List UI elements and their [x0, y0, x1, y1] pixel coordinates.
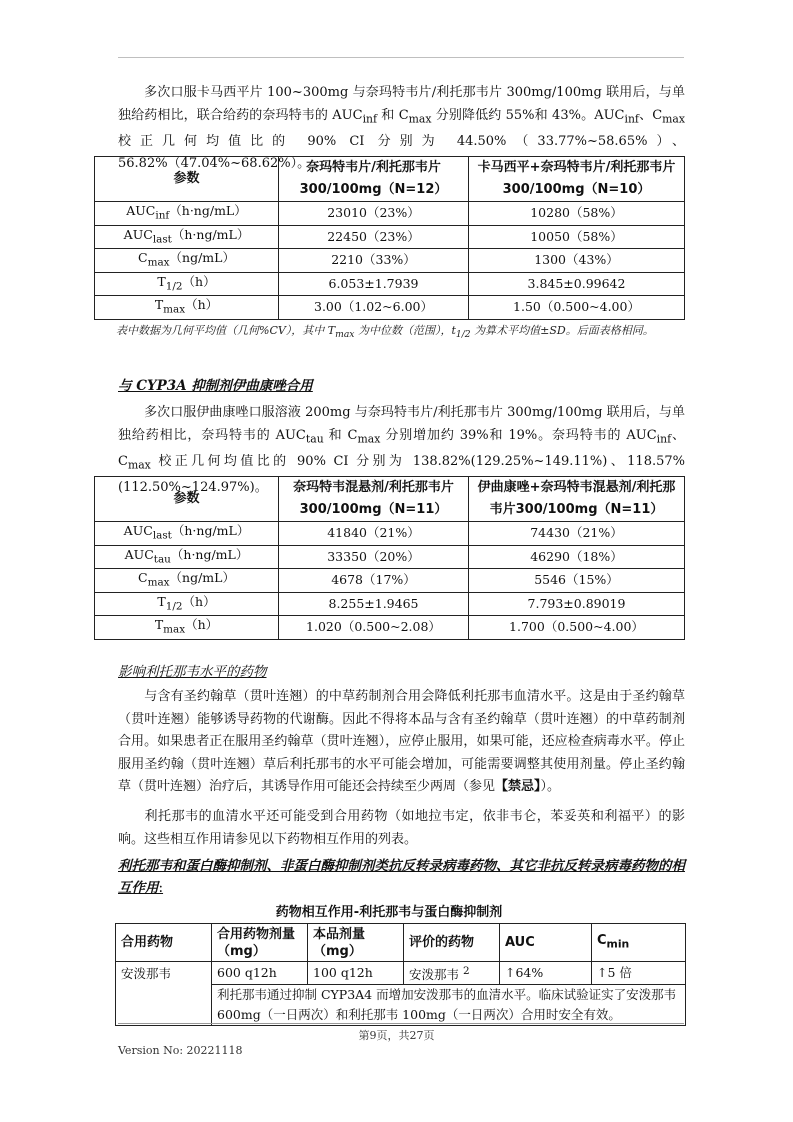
table-note: 表中数据为几何平均值（几何%CV），其中 $T_{max}$ 为中位数（范围），$t_{1/2}$ 为算术平均值±SD。后面表格相同。 [116, 324, 654, 341]
cell: 10050（58%） [469, 225, 685, 249]
version-number: Version No: 20221118 [118, 1044, 243, 1057]
paragraph-text-end: ）。 [540, 779, 561, 794]
paragraph-text: 利托那韦的血清水平还可能受到合用药物（如地拉韦定，依非韦仑，苯妥英和利福平）的影响。这些相互作用请参见以下药物相互作用的列表。 [118, 809, 685, 847]
col-header-param: 参数 [95, 477, 279, 522]
row-label: $AUC_{inf}(h\cdot ng/mL)$ [95, 202, 279, 226]
cell: 5546（15%） [469, 569, 685, 593]
paragraph-serum-level [118, 806, 685, 851]
cell: 4678（17%） [279, 569, 469, 593]
cell: 3.00（1.02~6.00） [279, 296, 469, 320]
cell: 10280（58%） [469, 202, 685, 226]
col-header-nirmatrelvir: 奈玛特韦片/利托那韦片300/100mg（N=12） [279, 157, 469, 202]
col-header-nirmatrelvir-suspension: 奈玛特韦混悬剂/利托那韦片300/100mg（N=11） [279, 477, 469, 522]
row-label: $AUC_{tau}(h\cdot ng/mL)$ [95, 545, 279, 569]
interaction-table-protease-inhibitors [115, 923, 686, 1026]
cell: 41840（21%） [279, 522, 469, 546]
cell-note: 利托那韦通过抑制 CYP3A4 而增加安泼那韦的血清水平。临床试验证实了安泼那韦 600mg（一日两次）和利托那韦 100mg（一日两次）合用时安全有效。 [212, 985, 686, 1026]
cell: 3.845±0.99642 [469, 272, 685, 296]
col-header-auc: AUC [500, 924, 592, 962]
heading-cyp3a-inhibitor: 与 CYP3A 抑制剂伊曲康唑合用 [118, 378, 313, 394]
cell-co-drug-dose: 600 q12h [212, 962, 308, 985]
cell: 1300（43%） [469, 249, 685, 273]
cell: 23010（23%） [279, 202, 469, 226]
pk-table-carbamazepine [94, 156, 685, 320]
heading-interactions: 利托那韦和蛋白酶抑制剂、非蛋白酶抑制剂类抗反转录病毒药物、其它非抗反转录病毒药物的相互作用: [118, 858, 685, 896]
cell-co-drug: 安泼那韦 [116, 962, 212, 1026]
row-label: $T_{max}(h)$ [95, 616, 279, 640]
heading-drugs-affecting-ritonavir: 影响利托那韦水平的药物 [118, 664, 267, 680]
pk-table-itraconazole [94, 476, 685, 640]
cell: 22450（23%） [279, 225, 469, 249]
cell: 74430（21%） [469, 522, 685, 546]
paragraph-st-johns-wort [118, 686, 685, 799]
row-label: $T_{1/2}(h)$ [95, 592, 279, 616]
cell-evaluated-drug: 安泼那韦 $^2$ [404, 962, 500, 985]
table3-title: 药物相互作用-利托那韦与蛋白酶抑制剂 [275, 905, 503, 920]
col-header-carbamazepine-combo: 卡马西平+奈玛特韦片/利托那韦片300/100mg（N=10） [469, 157, 685, 202]
cell: 33350（20%） [279, 545, 469, 569]
paragraph-carbamazepine: 多次口服卡马西平片 100~300mg 与奈玛特韦片/利托那韦片 300mg/100mg 联用后，与单独给药相比，联合给药的奈玛特韦的 $AUC_{inf}$ 和 $C_{max}$ 分别降低约 55%和 43%。$AUC_{inf}$、$C_{max}$ 校正几何均值比的 90% CI 分别为 44.50%（33.77%~58.65%）、56.82%（47.04%~68.62%）。 [118, 85, 685, 172]
col-header-co-drug: 合用药物 [116, 924, 212, 962]
col-header-itraconazole-combo: 伊曲康唑+奈玛特韦混悬剂/利托那韦片300/100mg（N=11） [469, 477, 685, 522]
cell-cmin: ↑5 倍 [592, 962, 686, 985]
row-label: $AUC_{last}(h\cdot ng/mL)$ [95, 522, 279, 546]
cell: 1.020（0.500~2.08） [279, 616, 469, 640]
cell: 8.255±1.9465 [279, 592, 469, 616]
row-label: $T_{max}(h)$ [95, 296, 279, 320]
col-header-ritonavir-dose: 本品剂量（mg） [308, 924, 404, 962]
footer-rule [118, 1023, 684, 1024]
cell: 7.793±0.89019 [469, 592, 685, 616]
paragraph-text: 与含有圣约翰草（贯叶连翘）的中草药制剂合用会降低利托那韦血清水平。这是由于圣约翰草（贯叶连翘）能够诱导药物的代谢酶。因此不得将本品与含有圣约翰草（贯叶连翘）的中草药制剂合用。如果患者正在服用圣约翰草（贯叶连翘），应停止服用，如果可能，还应检查病毒水平。停止服用圣约翰（贯叶连翘）草后利托那韦的水平可能会增加，可能需要调整其使用剂量。停止圣约翰草（贯叶连翘）治疗后，其诱导作用可能还会持续至少两周（参见 [118, 689, 685, 794]
header-rule [118, 57, 684, 58]
row-label: $T_{1/2}(h)$ [95, 272, 279, 296]
cell-ritonavir-dose: 100 q12h [308, 962, 404, 985]
contraindication-ref: 【禁忌】 [495, 779, 541, 794]
row-label: $AUC_{last}(h\cdot ng/mL)$ [95, 225, 279, 249]
page-number: 第9页，共27页 [358, 1029, 435, 1042]
col-header-cmin: $C_{min}$ [592, 924, 686, 962]
cell: 46290（18%） [469, 545, 685, 569]
row-label: $C_{max}(ng/mL)$ [95, 569, 279, 593]
paragraph-itraconazole: 多次口服伊曲康唑口服溶液 200mg 与奈玛特韦片/利托那韦片 300mg/100mg 联用后，与单独给药相比，奈玛特韦的 $AUC_{tau}$ 和 $C_{max}$ 分别增加约 39%和 19%。奈玛特韦的 $AUC_{inf}$、$C_{max}$ 校正几何均值比的 90% CI 分别为 138.82%(129.25%~149.11%)、118.57%(112.50%~124.97%)。 [118, 405, 685, 495]
col-header-co-drug-dose: 合用药物剂量（mg） [212, 924, 308, 962]
cell: 1.700（0.500~4.00） [469, 616, 685, 640]
cell: 1.50（0.500~4.00） [469, 296, 685, 320]
row-label: $C_{max}(ng/mL)$ [95, 249, 279, 273]
cell: 6.053±1.7939 [279, 272, 469, 296]
col-header-param: 参数 [95, 157, 279, 202]
cell: 2210（33%） [279, 249, 469, 273]
cell-auc: ↑64% [500, 962, 592, 985]
col-header-evaluated-drug: 评价的药物 [404, 924, 500, 962]
heading-text: 利托那韦和蛋白酶抑制剂、非蛋白酶抑制剂类抗反转录病毒药物、其它非抗反转录病毒药物的相互作用 [118, 858, 685, 896]
